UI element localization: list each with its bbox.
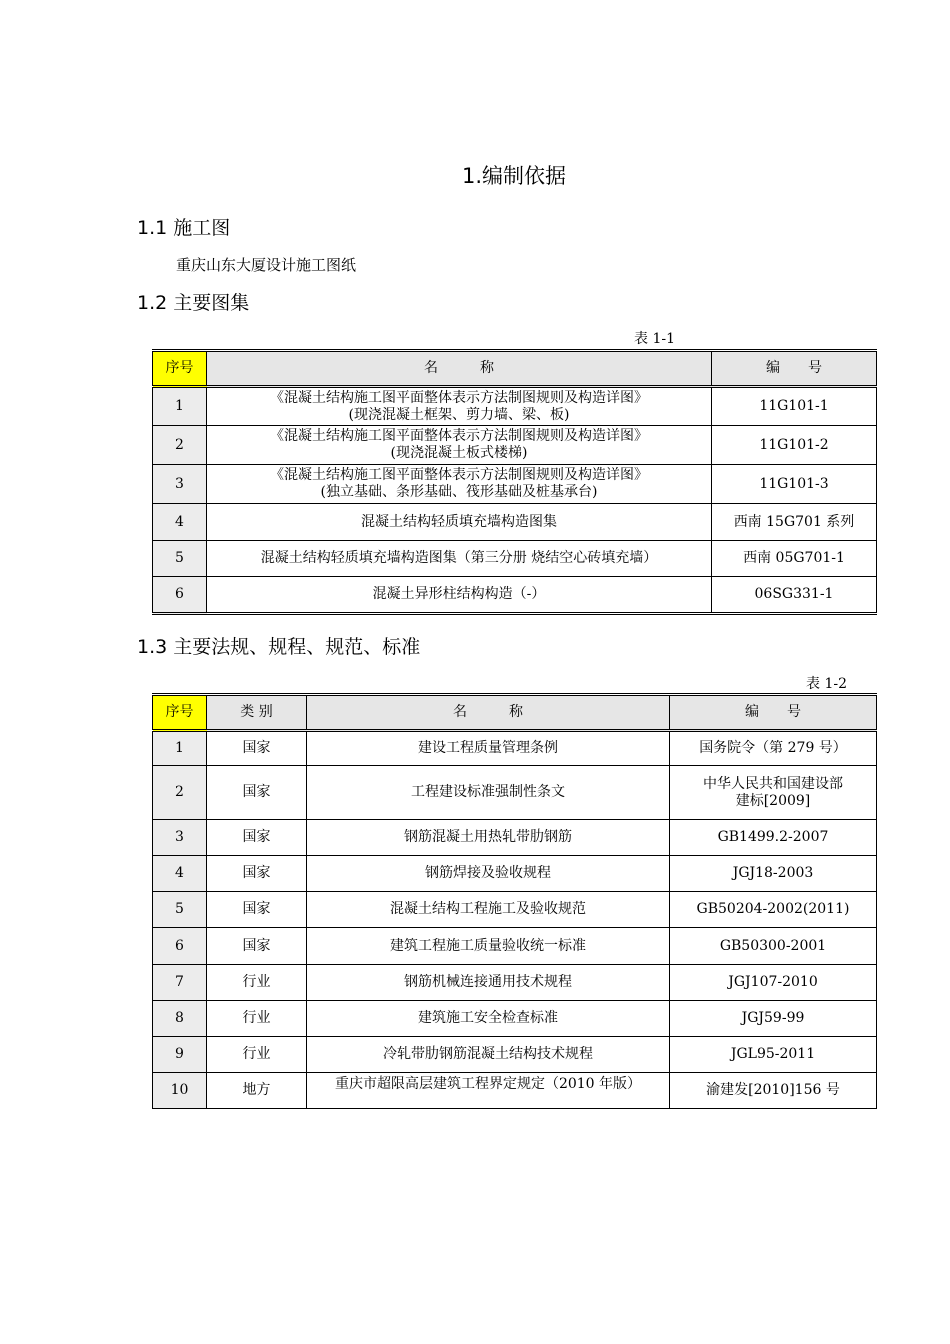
row-type: 国家: [207, 731, 307, 766]
header-no: 序号: [153, 351, 207, 387]
row-name: 《混凝土结构施工图平面整体表示方法制图规则及构造详图》 (现浇混凝土板式楼梯): [207, 426, 712, 465]
row-type: 国家: [207, 766, 307, 820]
row-code: JGL95-2011: [670, 1037, 877, 1073]
row-no: 2: [153, 426, 207, 465]
table-row: [153, 426, 877, 465]
table-row: [153, 820, 877, 856]
row-name: 工程建设标准强制性条文: [307, 766, 670, 820]
row-code: 06SG331-1: [712, 577, 877, 614]
table-row: [153, 465, 877, 504]
row-name: 混凝土结构轻质填充墙构造图集: [207, 504, 712, 541]
table-header-row: [153, 351, 877, 387]
header-name: 名 称: [307, 695, 670, 731]
table-header-row: [153, 695, 877, 731]
row-no: 4: [153, 504, 207, 541]
row-code: JGJ107-2010: [670, 965, 877, 1001]
table-row: [153, 504, 877, 541]
table-row: [153, 928, 877, 965]
table-caption-1-2: 表 1-2: [806, 676, 847, 692]
row-no: 3: [153, 820, 207, 856]
row-code: 西南 05G701-1: [712, 541, 877, 577]
row-code: 国务院令（第 279 号）: [670, 731, 877, 766]
row-name: 混凝土结构轻质填充墙构造图集（第三分册 烧结空心砖填充墙）: [207, 541, 712, 577]
row-no: 6: [153, 928, 207, 965]
row-type: 国家: [207, 820, 307, 856]
row-code: 中华人民共和国建设部 建标[2009]: [670, 766, 877, 820]
row-type: 国家: [207, 892, 307, 928]
page-title: 1.编制依据: [461, 164, 567, 188]
row-no: 10: [153, 1073, 207, 1109]
table-row: [153, 1073, 877, 1109]
row-no: 1: [153, 731, 207, 766]
row-name: 建筑工程施工质量验收统一标准: [307, 928, 670, 965]
row-name: 冷轧带肋钢筋混凝土结构技术规程: [307, 1037, 670, 1073]
row-no: 9: [153, 1037, 207, 1073]
header-type: 类 别: [207, 695, 307, 731]
header-code: 编 号: [670, 695, 877, 731]
section-text-1-1: 重庆山东大厦设计施工图纸: [176, 256, 357, 274]
table-row: [153, 892, 877, 928]
row-name: 《混凝土结构施工图平面整体表示方法制图规则及构造详图》 (独立基础、条形基础、筏形基础及桩基承台): [207, 465, 712, 504]
header-name: 名 称: [207, 351, 712, 387]
atlas-table: [152, 349, 877, 615]
row-name: 《混凝土结构施工图平面整体表示方法制图规则及构造详图》 (现浇混凝土框架、剪力墙、梁、板): [207, 387, 712, 426]
row-name: 钢筋焊接及验收规程: [307, 856, 670, 892]
row-no: 3: [153, 465, 207, 504]
row-name: 钢筋机械连接通用技术规程: [307, 965, 670, 1001]
row-type: 行业: [207, 1001, 307, 1037]
table-caption-1-1: 表 1-1: [634, 331, 675, 347]
row-no: 1: [153, 387, 207, 426]
row-no: 5: [153, 541, 207, 577]
table-row: [153, 577, 877, 614]
section-heading-1-1: 1.1 施工图: [137, 217, 231, 239]
row-no: 7: [153, 965, 207, 1001]
section-heading-1-3: 1.3 主要法规、规程、规范、标准: [137, 636, 421, 658]
row-code: GB50204-2002(2011): [670, 892, 877, 928]
row-type: 行业: [207, 965, 307, 1001]
table-row: [153, 387, 877, 426]
row-code: JGJ18-2003: [670, 856, 877, 892]
table-row: [153, 766, 877, 820]
row-code: 11G101-2: [712, 426, 877, 465]
row-code: 渝建发[2010]156 号: [670, 1073, 877, 1109]
row-code: GB1499.2-2007: [670, 820, 877, 856]
table-row: [153, 1001, 877, 1037]
row-type: 国家: [207, 856, 307, 892]
header-code: 编 号: [712, 351, 877, 387]
row-name: 重庆市超限高层建筑工程界定规定（2010 年版）: [307, 1073, 670, 1109]
row-code: 西南 15G701 系列: [712, 504, 877, 541]
table-row: [153, 965, 877, 1001]
row-no: 8: [153, 1001, 207, 1037]
regulations-table: [152, 693, 877, 1109]
table-row: [153, 1037, 877, 1073]
row-code: 11G101-3: [712, 465, 877, 504]
row-code: GB50300-2001: [670, 928, 877, 965]
row-no: 2: [153, 766, 207, 820]
row-name: 混凝土结构工程施工及验收规范: [307, 892, 670, 928]
row-type: 地方: [207, 1073, 307, 1109]
table-row: [153, 541, 877, 577]
row-no: 5: [153, 892, 207, 928]
row-type: 行业: [207, 1037, 307, 1073]
row-name: 建筑施工安全检查标准: [307, 1001, 670, 1037]
row-code: JGJ59-99: [670, 1001, 877, 1037]
header-no: 序号: [153, 695, 207, 731]
row-name: 混凝土异形柱结构构造（-）: [207, 577, 712, 614]
row-name: 钢筋混凝土用热轧带肋钢筋: [307, 820, 670, 856]
row-name: 建设工程质量管理条例: [307, 731, 670, 766]
row-no: 6: [153, 577, 207, 614]
table-row: [153, 731, 877, 766]
section-heading-1-2: 1.2 主要图集: [137, 292, 250, 314]
row-type: 国家: [207, 928, 307, 965]
row-no: 4: [153, 856, 207, 892]
table-row: [153, 856, 877, 892]
row-code: 11G101-1: [712, 387, 877, 426]
